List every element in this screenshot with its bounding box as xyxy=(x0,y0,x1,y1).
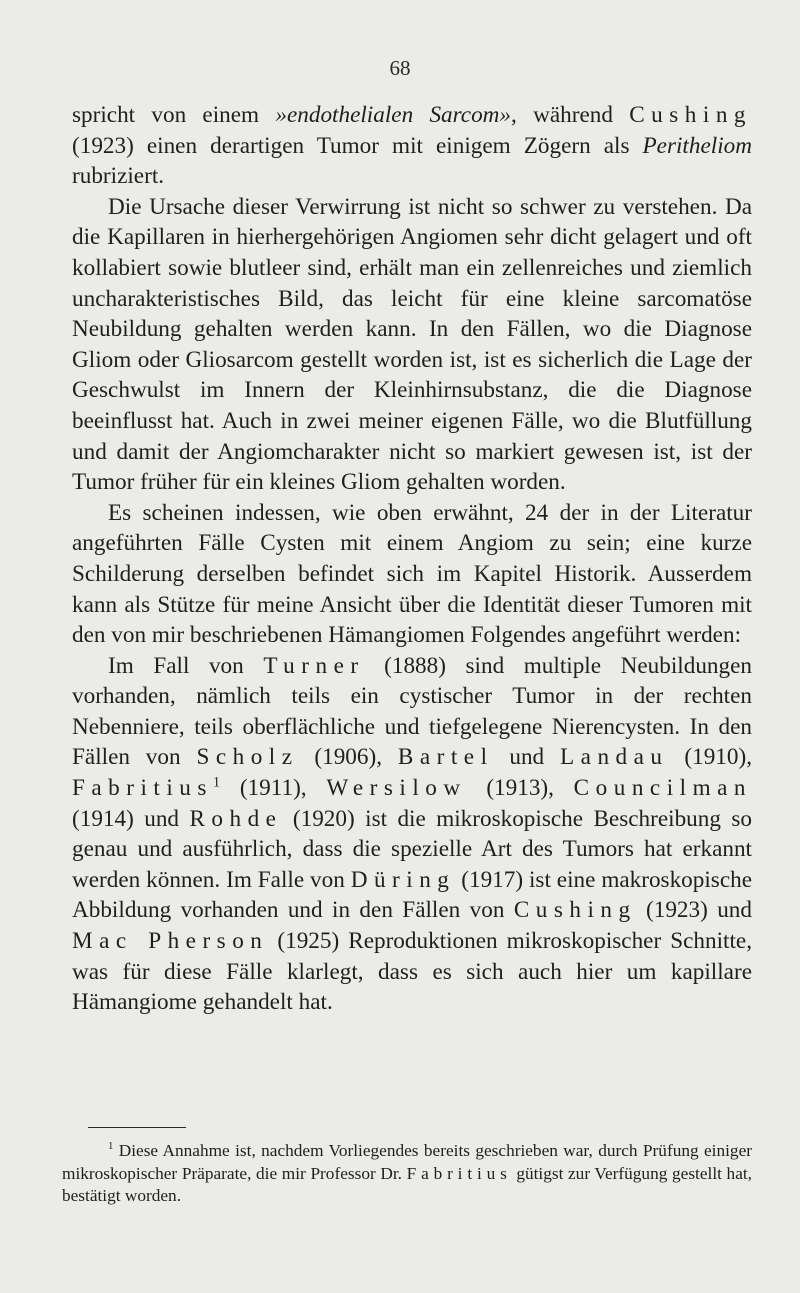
author-name: Düring xyxy=(350,866,456,893)
author-name: Landau xyxy=(560,744,669,771)
footnote-text xyxy=(62,1141,752,1205)
text-run: (1923) einen derartigen Tumor mit einigem Zögern als xyxy=(72,132,643,159)
text-run: (1914) und xyxy=(72,805,190,832)
text-run: (1888) sind multiple Neubildungen vorhanden, nämlich teils ein cystischer Tumor in der rechten Nebenniere, teils oberflächliche und tiefgelegene Nierencysten. In den Fällen von xyxy=(72,652,752,771)
author-name: Fabritius xyxy=(72,775,213,802)
text-run: (1917) ist eine makroskopische Abbildung vorhanden und in den Fällen von xyxy=(72,866,753,924)
text-run: Die Ursache dieser Verwirrung ist nicht so schwer zu verstehen. Da die Kapillaren in hierhergehörigen Angiomen sehr dicht gelagert und oft kollabiert sowie blutleer sind, erhält man ein zellenreiches und ziemlich uncharakteristisches Bild, das leicht für eine kleine sarcomatöse Neubildung gehalten werden kann. In den Fällen, wo die Diagnose Gliom oder Gliosarcom gestellt worden ist, ist es sicherlich die Lage der Geschwulst im Innern der Kleinhirnsubstanz, die die Diagnose beeinflusst hat. Auch in zwei meiner eigenen Fälle, wo die Blutfüllung und damit der Angiomcharakter nicht so markiert gewesen ist, ist der Tumor früher für ein kleines Gliom gehalten worden. xyxy=(72,193,752,496)
text-run: (1913), xyxy=(466,775,574,802)
text-run: Diese Annahme ist, nachdem Vorliegendes bereits geschrieben war, durch Prüfung einiger mikroskopischer Präparate, die mir Professor Dr. xyxy=(62,1141,752,1183)
text-run: , während xyxy=(511,102,630,128)
author-name: Turner xyxy=(263,652,365,679)
footnote-reference: 1 xyxy=(212,774,221,791)
text-run: Im Fall von xyxy=(108,652,264,679)
paragraph xyxy=(72,651,752,1018)
author-name: Councilman xyxy=(573,775,752,802)
text-run: spricht von einem xyxy=(72,102,276,128)
text-run: (1920) ist die mikroskopische Beschreibung so genau und ausführlich, dass die spezielle Art des Tumors hat erkannt werden können. Im Falle von xyxy=(72,805,752,893)
text-run: Es scheinen indessen, wie oben erwähnt, 24 der in der Literatur angeführten Fälle Cysten mit einem Angiom zu sein; eine kurze Schilderung derselben befindet sich im Kapitel Historik. Ausserdem kann als Stütze für meine Ansicht über die Identität dieser Tumoren mit den von mir beschriebenen Hämangiomen Folgendes angeführt werden: xyxy=(72,499,752,649)
body-text xyxy=(72,100,752,1018)
author-name: Wersilow xyxy=(326,775,467,802)
author-name: Mac Pherson xyxy=(72,928,269,955)
footnote xyxy=(62,1140,752,1208)
text-run: (1923) und xyxy=(636,897,752,924)
author-name: Scholz xyxy=(196,744,299,771)
footnote-mark: 1 xyxy=(108,1140,114,1153)
author-name: Cushing xyxy=(513,897,637,924)
paragraph xyxy=(72,192,752,498)
italic-term: Peritheliom xyxy=(642,132,752,159)
author-name: Cushing xyxy=(629,102,752,128)
author-name: Bartel xyxy=(397,744,494,771)
text-run: (1911), xyxy=(220,775,327,802)
footnote-divider xyxy=(88,1127,186,1128)
text-run: rubriziert. xyxy=(72,163,165,190)
author-name: Rohde xyxy=(189,805,283,832)
text-run: (1910), xyxy=(668,744,752,771)
page-number: 68 xyxy=(389,56,411,80)
text-run: (1925) Reproduktionen mikroskopischer Schnitte, was für diese Fälle klarlegt, dass es sich auch hier um kapillare Hämangiome gehandelt hat. xyxy=(72,928,752,1016)
text-run: und xyxy=(493,744,561,771)
text-run: (1906), xyxy=(298,744,398,771)
italic-term: »endothelialen Sarcom» xyxy=(275,102,512,128)
paragraph xyxy=(72,498,752,651)
author-name: Fabritius xyxy=(406,1163,512,1183)
text-run: gütigst zur Verfügung gestellt hat, bestätigt worden. xyxy=(62,1163,752,1205)
paragraph xyxy=(72,100,752,192)
